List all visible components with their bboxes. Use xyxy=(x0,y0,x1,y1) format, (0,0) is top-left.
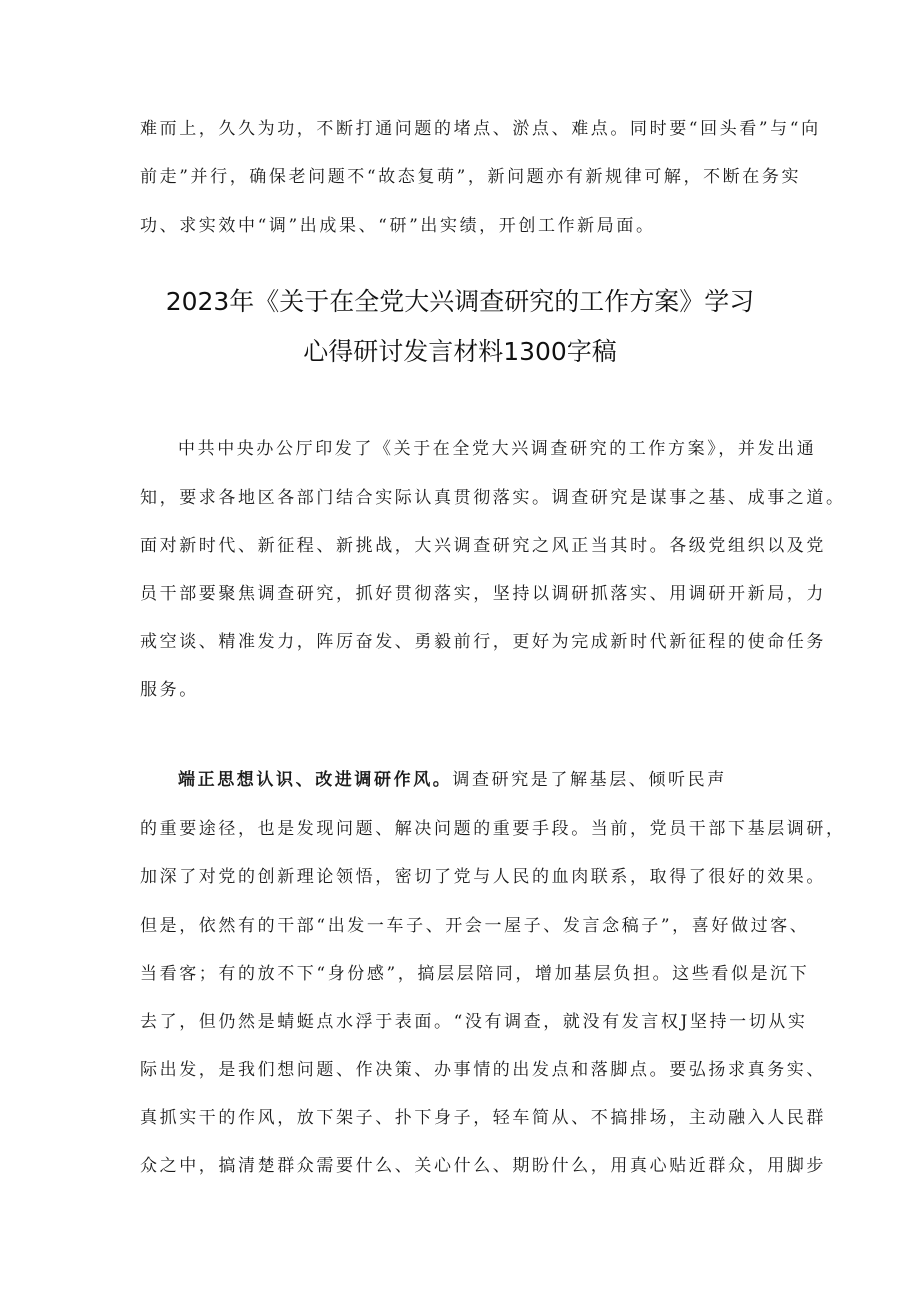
para2-line: 际出发，是我们想问题、作决策、办事情的出发点和落脚点。要弘扬求真务实、 xyxy=(140,1060,826,1080)
para2-line: 的重要途径，也是发现问题、解决问题的重要手段。当前，党员干部下基层调研， xyxy=(140,819,846,839)
para2-line: 当看客；有的放不下“身份感”，搞层层陪同，增加基层负担。这些看似是沉下 xyxy=(140,964,810,984)
para1-line: 知，要求各地区各部门结合实际认真贯彻落实。调查研究是谋事之基、成事之道。 xyxy=(140,488,846,508)
document-title-line-2: 心得研讨发言材料1300字稿 xyxy=(303,337,617,366)
para2-line: 真抓实干的作风，放下架子、扑下身子，轻车简从、不搞排场，主动融入人民群 xyxy=(140,1108,826,1128)
para2-line: 众之中，搞清楚群众需要什么、关心什么、期盼什么，用真心贴近群众，用脚步 xyxy=(140,1156,826,1176)
para2-line: 去了，但仍然是蜻蜓点水浮于表面。“没有调查，就没有发言权J坚持一切从实 xyxy=(140,1012,808,1032)
para2-line: 但是，依然有的干部“出发一车子、开会一屋子、发言念稿子”，喜好做过客、 xyxy=(140,916,810,936)
para1-line: 中共中央办公厅印发了《关于在全党大兴调查研究的工作方案》，并发出通 xyxy=(178,439,817,459)
para2-first-line xyxy=(178,769,727,791)
intro-line: 功、求实效中“调”出成果、“研”出实绩，开创工作新局面。 xyxy=(140,216,656,236)
intro-line: 前走”并行，确保老问题不“故态复萌”，新问题亦有新规律可解，不断在务实 xyxy=(140,167,802,187)
intro-line: 难而上，久久为功，不断打通问题的堵点、淤点、难点。同时要“回头看”与“向 xyxy=(140,119,821,139)
para1-line: 戒空谈、精准发力，阵厉奋发、勇毅前行，更好为完成新时代新征程的使命任务 xyxy=(140,632,826,652)
para2-lead-heading: 端正思想认识、改进调研作风。 xyxy=(178,770,453,790)
document-title-line-1: 2023年《关于在全党大兴调查研究的工作方案》学习 xyxy=(165,287,755,316)
para2-lead-rest: 调查研究是了解基层、倾听民声 xyxy=(452,770,727,790)
para1-line: 员干部要聚焦调查研究，抓好贯彻落实，坚持以调研抓落实、用调研开新局，力 xyxy=(140,584,826,604)
para1-line: 面对新时代、新征程、新挑战，大兴调查研究之风正当其时。各级党组织以及党 xyxy=(140,536,826,556)
para2-line: 加深了对党的创新理论领悟，密切了党与人民的血肉联系，取得了很好的效果。 xyxy=(140,867,826,887)
para1-line: 服务。 xyxy=(140,680,199,700)
